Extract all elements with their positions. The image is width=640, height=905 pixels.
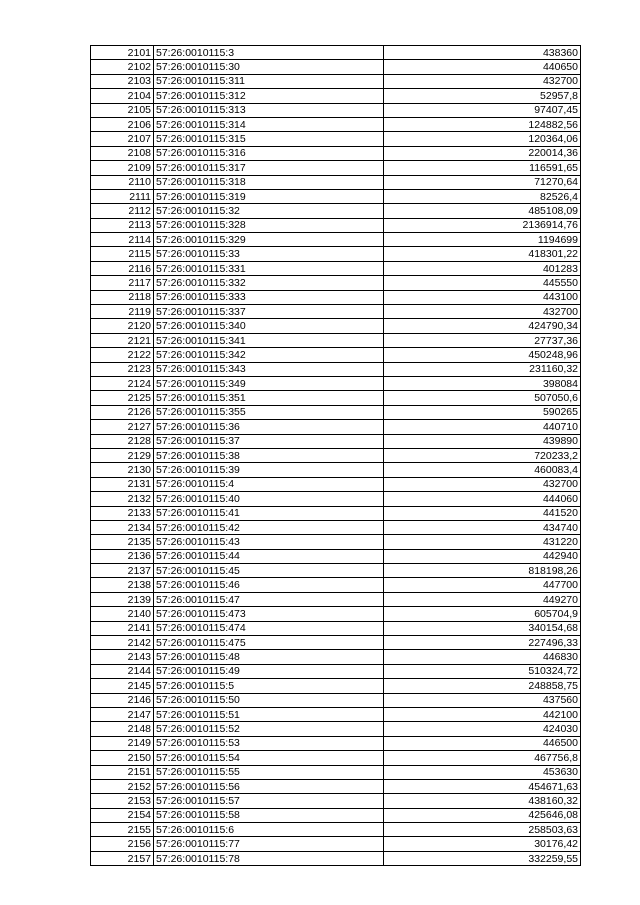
row-number-cell: 2113	[91, 218, 154, 232]
table-row	[91, 89, 581, 103]
table-row	[91, 607, 581, 621]
cadastral-number-cell: 57:26:0010115:315	[154, 132, 384, 146]
cadastral-value-cell: 120364,06	[384, 132, 581, 146]
table-row	[91, 405, 581, 419]
cadastral-value-cell: 590265	[384, 405, 581, 419]
cadastral-value-cell: 2136914,76	[384, 218, 581, 232]
table-row	[91, 549, 581, 563]
table-row	[91, 434, 581, 448]
cadastral-value-cell: 454671,63	[384, 779, 581, 793]
cadastral-value-cell: 258503,63	[384, 823, 581, 837]
cadastral-number-cell: 57:26:0010115:329	[154, 233, 384, 247]
table-row	[91, 233, 581, 247]
row-number-cell: 2134	[91, 520, 154, 534]
table-row	[91, 103, 581, 117]
row-number-cell: 2117	[91, 276, 154, 290]
cadastral-value-cell: 227496,33	[384, 636, 581, 650]
cadastral-value-cell: 467756,8	[384, 751, 581, 765]
table-row	[91, 535, 581, 549]
row-number-cell: 2152	[91, 779, 154, 793]
cadastral-value-cell: 434740	[384, 520, 581, 534]
table-row	[91, 520, 581, 534]
cadastral-number-cell: 57:26:0010115:49	[154, 664, 384, 678]
row-number-cell: 2128	[91, 434, 154, 448]
cadastral-number-cell: 57:26:0010115:52	[154, 722, 384, 736]
row-number-cell: 2132	[91, 492, 154, 506]
row-number-cell: 2118	[91, 290, 154, 304]
cadastral-value-cell: 248858,75	[384, 679, 581, 693]
cadastral-number-cell: 57:26:0010115:36	[154, 420, 384, 434]
table-row	[91, 74, 581, 88]
row-number-cell: 2110	[91, 175, 154, 189]
row-number-cell: 2145	[91, 679, 154, 693]
table-row	[91, 276, 581, 290]
row-number-cell: 2107	[91, 132, 154, 146]
cadastral-number-cell: 57:26:0010115:57	[154, 794, 384, 808]
row-number-cell: 2114	[91, 233, 154, 247]
cadastral-number-cell: 57:26:0010115:40	[154, 492, 384, 506]
table-row	[91, 477, 581, 491]
cadastral-value-cell: 507050,6	[384, 391, 581, 405]
cadastral-value-cell: 449270	[384, 592, 581, 606]
row-number-cell: 2151	[91, 765, 154, 779]
cadastral-value-cell: 220014,36	[384, 146, 581, 160]
table-row	[91, 348, 581, 362]
row-number-cell: 2120	[91, 319, 154, 333]
cadastral-number-cell: 57:26:0010115:78	[154, 851, 384, 865]
row-number-cell: 2108	[91, 146, 154, 160]
cadastral-number-cell: 57:26:0010115:314	[154, 117, 384, 131]
cadastral-value-cell: 425646,08	[384, 808, 581, 822]
cadastral-value-cell: 30176,42	[384, 837, 581, 851]
row-number-cell: 2155	[91, 823, 154, 837]
table-row	[91, 794, 581, 808]
table-row	[91, 823, 581, 837]
cadastral-number-cell: 57:26:0010115:341	[154, 333, 384, 347]
cadastral-value-cell: 444060	[384, 492, 581, 506]
cadastral-value-cell: 432700	[384, 477, 581, 491]
table-row	[91, 707, 581, 721]
cadastral-number-cell: 57:26:0010115:3	[154, 46, 384, 60]
table-row	[91, 362, 581, 376]
table-row	[91, 420, 581, 434]
cadastral-number-cell: 57:26:0010115:337	[154, 305, 384, 319]
row-number-cell: 2106	[91, 117, 154, 131]
table-row	[91, 261, 581, 275]
cadastral-value-cell: 450248,96	[384, 348, 581, 362]
row-number-cell: 2104	[91, 89, 154, 103]
table-row	[91, 247, 581, 261]
cadastral-number-cell: 57:26:0010115:312	[154, 89, 384, 103]
cadastral-value-cell: 432700	[384, 305, 581, 319]
row-number-cell: 2136	[91, 549, 154, 563]
row-number-cell: 2144	[91, 664, 154, 678]
table-row	[91, 376, 581, 390]
cadastral-number-cell: 57:26:0010115:50	[154, 693, 384, 707]
row-number-cell: 2127	[91, 420, 154, 434]
table-row	[91, 60, 581, 74]
row-number-cell: 2103	[91, 74, 154, 88]
cadastral-value-cell: 605704,9	[384, 607, 581, 621]
cadastral-number-cell: 57:26:0010115:342	[154, 348, 384, 362]
table-body	[91, 46, 581, 866]
cadastral-value-cell: 27737,36	[384, 333, 581, 347]
row-number-cell: 2150	[91, 751, 154, 765]
cadastral-value-cell: 446500	[384, 736, 581, 750]
cadastral-value-cell: 332259,55	[384, 851, 581, 865]
row-number-cell: 2112	[91, 204, 154, 218]
row-number-cell: 2142	[91, 636, 154, 650]
cadastral-number-cell: 57:26:0010115:48	[154, 650, 384, 664]
table-row	[91, 333, 581, 347]
cadastral-number-cell: 57:26:0010115:313	[154, 103, 384, 117]
row-number-cell: 2131	[91, 477, 154, 491]
table-row	[91, 679, 581, 693]
row-number-cell: 2153	[91, 794, 154, 808]
row-number-cell: 2137	[91, 564, 154, 578]
row-number-cell: 2129	[91, 448, 154, 462]
cadastral-value-cell: 442940	[384, 549, 581, 563]
cadastral-number-cell: 57:26:0010115:46	[154, 578, 384, 592]
cadastral-number-cell: 57:26:0010115:311	[154, 74, 384, 88]
cadastral-value-cell: 441520	[384, 506, 581, 520]
cadastral-value-cell: 1194699	[384, 233, 581, 247]
table-row	[91, 736, 581, 750]
cadastral-number-cell: 57:26:0010115:53	[154, 736, 384, 750]
cadastral-number-cell: 57:26:0010115:328	[154, 218, 384, 232]
table-row	[91, 808, 581, 822]
cadastral-value-cell: 398084	[384, 376, 581, 390]
cadastral-number-cell: 57:26:0010115:32	[154, 204, 384, 218]
cadastral-value-cell: 445550	[384, 276, 581, 290]
cadastral-value-cell: 720233,2	[384, 448, 581, 462]
cadastral-value-cell: 443100	[384, 290, 581, 304]
table-row	[91, 132, 581, 146]
row-number-cell: 2111	[91, 189, 154, 203]
cadastral-value-table	[90, 45, 581, 866]
row-number-cell: 2105	[91, 103, 154, 117]
cadastral-value-cell: 424030	[384, 722, 581, 736]
cadastral-value-cell: 460083,4	[384, 463, 581, 477]
cadastral-number-cell: 57:26:0010115:54	[154, 751, 384, 765]
table-row	[91, 564, 581, 578]
cadastral-value-cell: 438360	[384, 46, 581, 60]
row-number-cell: 2156	[91, 837, 154, 851]
cadastral-number-cell: 57:26:0010115:38	[154, 448, 384, 462]
cadastral-number-cell: 57:26:0010115:474	[154, 621, 384, 635]
row-number-cell: 2102	[91, 60, 154, 74]
cadastral-number-cell: 57:26:0010115:319	[154, 189, 384, 203]
row-number-cell: 2130	[91, 463, 154, 477]
cadastral-number-cell: 57:26:0010115:351	[154, 391, 384, 405]
cadastral-value-cell: 231160,32	[384, 362, 581, 376]
table-row	[91, 117, 581, 131]
row-number-cell: 2119	[91, 305, 154, 319]
cadastral-value-cell: 82526,4	[384, 189, 581, 203]
cadastral-value-cell: 440710	[384, 420, 581, 434]
row-number-cell: 2123	[91, 362, 154, 376]
cadastral-value-cell: 446830	[384, 650, 581, 664]
cadastral-value-cell: 401283	[384, 261, 581, 275]
table-row	[91, 319, 581, 333]
table-row	[91, 218, 581, 232]
row-number-cell: 2121	[91, 333, 154, 347]
cadastral-number-cell: 57:26:0010115:355	[154, 405, 384, 419]
table-row	[91, 492, 581, 506]
table-row	[91, 636, 581, 650]
row-number-cell: 2135	[91, 535, 154, 549]
cadastral-value-cell: 124882,56	[384, 117, 581, 131]
cadastral-value-cell: 453630	[384, 765, 581, 779]
cadastral-number-cell: 57:26:0010115:37	[154, 434, 384, 448]
cadastral-number-cell: 57:26:0010115:473	[154, 607, 384, 621]
row-number-cell: 2126	[91, 405, 154, 419]
cadastral-number-cell: 57:26:0010115:331	[154, 261, 384, 275]
cadastral-value-cell: 442100	[384, 707, 581, 721]
cadastral-number-cell: 57:26:0010115:6	[154, 823, 384, 837]
row-number-cell: 2147	[91, 707, 154, 721]
cadastral-number-cell: 57:26:0010115:45	[154, 564, 384, 578]
table-row	[91, 305, 581, 319]
row-number-cell: 2109	[91, 161, 154, 175]
table-row	[91, 621, 581, 635]
row-number-cell: 2143	[91, 650, 154, 664]
cadastral-number-cell: 57:26:0010115:55	[154, 765, 384, 779]
cadastral-value-cell: 438160,32	[384, 794, 581, 808]
cadastral-value-cell: 97407,45	[384, 103, 581, 117]
cadastral-number-cell: 57:26:0010115:58	[154, 808, 384, 822]
cadastral-number-cell: 57:26:0010115:56	[154, 779, 384, 793]
table-row	[91, 693, 581, 707]
cadastral-value-cell: 340154,68	[384, 621, 581, 635]
cadastral-value-cell: 432700	[384, 74, 581, 88]
cadastral-value-cell: 116591,65	[384, 161, 581, 175]
table-row	[91, 765, 581, 779]
table-row	[91, 592, 581, 606]
cadastral-value-cell: 431220	[384, 535, 581, 549]
table-row	[91, 650, 581, 664]
cadastral-value-cell: 439890	[384, 434, 581, 448]
cadastral-number-cell: 57:26:0010115:343	[154, 362, 384, 376]
table-row	[91, 751, 581, 765]
cadastral-value-cell: 71270,64	[384, 175, 581, 189]
cadastral-number-cell: 57:26:0010115:5	[154, 679, 384, 693]
table-row	[91, 664, 581, 678]
row-number-cell: 2139	[91, 592, 154, 606]
row-number-cell: 2154	[91, 808, 154, 822]
cadastral-number-cell: 57:26:0010115:51	[154, 707, 384, 721]
table-row	[91, 204, 581, 218]
cadastral-value-cell: 440650	[384, 60, 581, 74]
table-row	[91, 46, 581, 60]
row-number-cell: 2116	[91, 261, 154, 275]
row-number-cell: 2115	[91, 247, 154, 261]
cadastral-number-cell: 57:26:0010115:30	[154, 60, 384, 74]
cadastral-number-cell: 57:26:0010115:340	[154, 319, 384, 333]
cadastral-number-cell: 57:26:0010115:349	[154, 376, 384, 390]
row-number-cell: 2125	[91, 391, 154, 405]
cadastral-number-cell: 57:26:0010115:44	[154, 549, 384, 563]
row-number-cell: 2101	[91, 46, 154, 60]
table-row	[91, 146, 581, 160]
row-number-cell: 2141	[91, 621, 154, 635]
table-row	[91, 837, 581, 851]
row-number-cell: 2124	[91, 376, 154, 390]
row-number-cell: 2138	[91, 578, 154, 592]
cadastral-value-cell: 447700	[384, 578, 581, 592]
cadastral-value-cell: 818198,26	[384, 564, 581, 578]
cadastral-number-cell: 57:26:0010115:33	[154, 247, 384, 261]
cadastral-value-cell: 510324,72	[384, 664, 581, 678]
cadastral-value-cell: 418301,22	[384, 247, 581, 261]
cadastral-value-cell: 52957,8	[384, 89, 581, 103]
cadastral-number-cell: 57:26:0010115:316	[154, 146, 384, 160]
table-row	[91, 463, 581, 477]
row-number-cell: 2149	[91, 736, 154, 750]
cadastral-number-cell: 57:26:0010115:41	[154, 506, 384, 520]
cadastral-number-cell: 57:26:0010115:318	[154, 175, 384, 189]
row-number-cell: 2133	[91, 506, 154, 520]
row-number-cell: 2146	[91, 693, 154, 707]
table-row	[91, 391, 581, 405]
cadastral-number-cell: 57:26:0010115:317	[154, 161, 384, 175]
row-number-cell: 2140	[91, 607, 154, 621]
cadastral-value-cell: 437560	[384, 693, 581, 707]
cadastral-number-cell: 57:26:0010115:475	[154, 636, 384, 650]
table-row	[91, 290, 581, 304]
cadastral-number-cell: 57:26:0010115:332	[154, 276, 384, 290]
cadastral-number-cell: 57:26:0010115:333	[154, 290, 384, 304]
row-number-cell: 2148	[91, 722, 154, 736]
cadastral-number-cell: 57:26:0010115:77	[154, 837, 384, 851]
table-row	[91, 175, 581, 189]
cadastral-number-cell: 57:26:0010115:43	[154, 535, 384, 549]
row-number-cell: 2122	[91, 348, 154, 362]
cadastral-value-cell: 485108,09	[384, 204, 581, 218]
cadastral-value-cell: 424790,34	[384, 319, 581, 333]
cadastral-number-cell: 57:26:0010115:39	[154, 463, 384, 477]
cadastral-number-cell: 57:26:0010115:47	[154, 592, 384, 606]
table-row	[91, 779, 581, 793]
table-row	[91, 851, 581, 865]
table-row	[91, 578, 581, 592]
table-row	[91, 506, 581, 520]
table-row	[91, 448, 581, 462]
table-row	[91, 722, 581, 736]
cadastral-number-cell: 57:26:0010115:4	[154, 477, 384, 491]
table-row	[91, 161, 581, 175]
cadastral-number-cell: 57:26:0010115:42	[154, 520, 384, 534]
row-number-cell: 2157	[91, 851, 154, 865]
table-row	[91, 189, 581, 203]
